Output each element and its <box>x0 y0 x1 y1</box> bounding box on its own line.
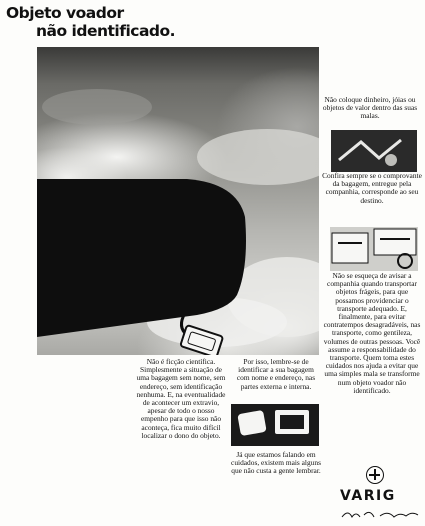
luggage-tag-icon <box>231 404 319 446</box>
identify-column: Por isso, lembre-se de identificar a sua bagagem com nome e endereço, nas partes externa e interna. <box>236 357 316 391</box>
id-tags-photo <box>231 404 319 446</box>
intro-column: Não é ficção científica. Simplesmente a situação de uma bagagem sem nome, sem endereço, sem identificação nenhuma. E, na eventualidade de acontecer um extravio, apesar de todo o nosso empenho para que isso não aconteça, fica muito difícil localizar o dono do objeto. <box>136 357 226 440</box>
tip-claim-check: Confira sempre se o comprovante da bagagem, entregue pela companhia, corresponde ao seu destino. <box>322 171 422 205</box>
baggage-tag-icon <box>330 227 418 271</box>
tip-fragile: Não se esqueça de avisar a companhia quando transportar objetos frágeis, para que possamos providenciar o transporte adequado. E, finalmente, para evitar contratempos desagradáveis, nas transporte, como gentileza, volumes de outras pessoas. Você assume a responsabilidade do transporte. Quem toma estes cuidados nos ajuda a evitar que uma simples mala se transforme num objeto voador não identificado. <box>323 271 421 395</box>
headline-line-1: Objeto voador <box>6 4 124 22</box>
valuables-photo <box>331 130 417 172</box>
headline-line-2: não identificado. <box>36 22 176 40</box>
claim-tags-photo <box>330 227 418 271</box>
brand-name: VARIG <box>340 488 396 504</box>
handwritten-signature <box>340 507 420 521</box>
hero-photo <box>37 47 319 355</box>
tip-valuables: Não coloque dinheiro, jóias ou objetos de valor dentro das suas malas. <box>322 95 418 121</box>
more-tips-column: Já que estamos falando em cuidados, existem mais alguns que não custa a gente lembrar. <box>231 450 321 476</box>
jewelry-icon <box>331 130 417 172</box>
headline <box>6 4 175 40</box>
varig-logo <box>328 466 420 524</box>
compass-rose-icon <box>366 466 384 484</box>
suitcase-illustration <box>37 47 319 355</box>
